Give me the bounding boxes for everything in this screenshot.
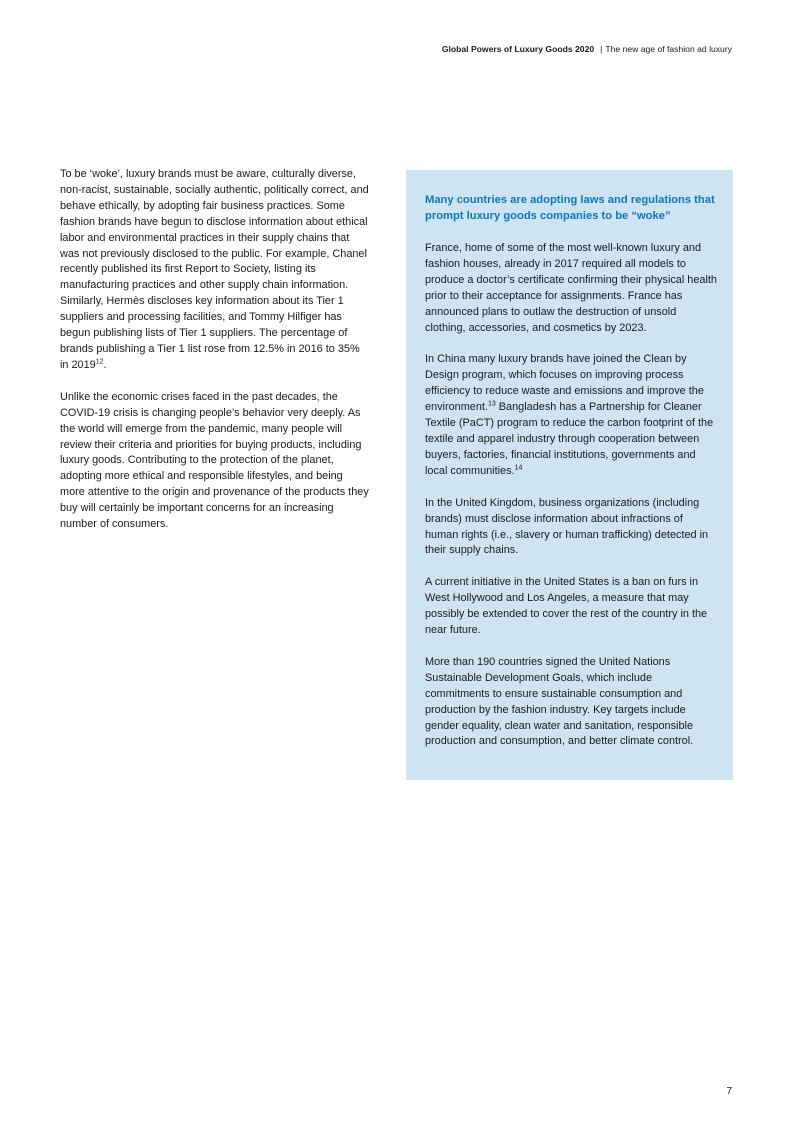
- footnote-ref: 13: [487, 400, 496, 408]
- callout-paragraph-us: A current initiative in the United States is a ban on furs in West Hollywood and Los Angeles, a measure that may possibly be extended to cover the rest of the country in the near future.: [425, 576, 708, 637]
- body-paragraph: [60, 167, 370, 374]
- page-number: 7: [726, 1086, 732, 1097]
- sidebar-callout-box: [406, 170, 733, 780]
- callout-paragraph-china: [425, 352, 717, 479]
- running-header: [442, 44, 732, 54]
- callout-paragraph-uk: In the United Kingdom, business organizations (including brands) must disclose information about infractions of human rights (i.e., slavery or human trafficking) detected in their supply chains.: [425, 496, 709, 557]
- paragraph-end: .: [103, 358, 107, 371]
- paragraph-text: To be ‘woke’, luxury brands must be aware, culturally diverse, non-racist, sustainable, socially authentic, politically correct, and behave ethically, by adopting fair business practices. Some fashion brands have begun to disclose information about ethical labor and environmental practices in their supply chains that was not previously disclosed to the public. For example, Chanel recently published its first Report to Society, listing its manufacturing practices and other supply chain information. Similarly, Hermès discloses key information about its Tier 1 suppliers and processing facilities, and Tommy Hilfiger has begun publishing lists of Tier 1 suppliers. The percentage of brands publishing a Tier 1 list rose from 12.5% in 2016 to 35% in 2019: [60, 168, 369, 371]
- paragraph-text: Bangladesh has a Partnership for Cleaner Textile (PaCT) program to reduce the carbon footprint of the textile and apparel industry through cooperation between buyers, factories, financial institutions, governments and local communities.: [425, 401, 714, 477]
- callout-title: Many countries are adopting laws and regulations that prompt luxury goods companies to be “woke”: [425, 194, 715, 222]
- callout-paragraph-france: France, home of some of the most well-known luxury and fashion houses, already in 2017 required all models to produce a doctor’s certificate confirming their physical health prior to their acceptance for assignments. France has announced plans to outlaw the destruction of unsold clothing, accessories, and cosmetics by 2023.: [425, 242, 717, 334]
- paragraph-text: In China many luxury brands have joined the Clean by Design program, which focuses on improving process efficiency to reduce waste and emissions and improve the environment.: [425, 353, 704, 414]
- footnote-ref: 14: [514, 464, 523, 472]
- footnote-ref: 12: [95, 358, 104, 366]
- body-paragraph: Unlike the economic crises faced in the past decades, the COVID-19 crisis is changing people’s behavior very deeply. As the world will emerge from the pandemic, many people will review their criteria and priorities for buying products, including luxury goods. Contributing to the protection of the planet, adopting more ethical and responsible lifestyles, and being more attentive to the origin and provenance of the products they buy will certainly be important concerns for an increasing number of consumers.: [60, 390, 369, 531]
- header-title: Global Powers of Luxury Goods 2020: [441, 44, 595, 54]
- callout-paragraph-un: More than 190 countries signed the United Nations Sustainable Development Goals, which include commitments to ensure sustainable consumption and production by the fashion industry. Key targets include gender equality, clean water and sanitation, responsible production and consumption, and better climate control.: [425, 655, 694, 748]
- header-subtitle: The new age of fashion ad luxury: [605, 44, 732, 54]
- main-text-column: [60, 167, 370, 549]
- header-separator: |: [600, 44, 603, 54]
